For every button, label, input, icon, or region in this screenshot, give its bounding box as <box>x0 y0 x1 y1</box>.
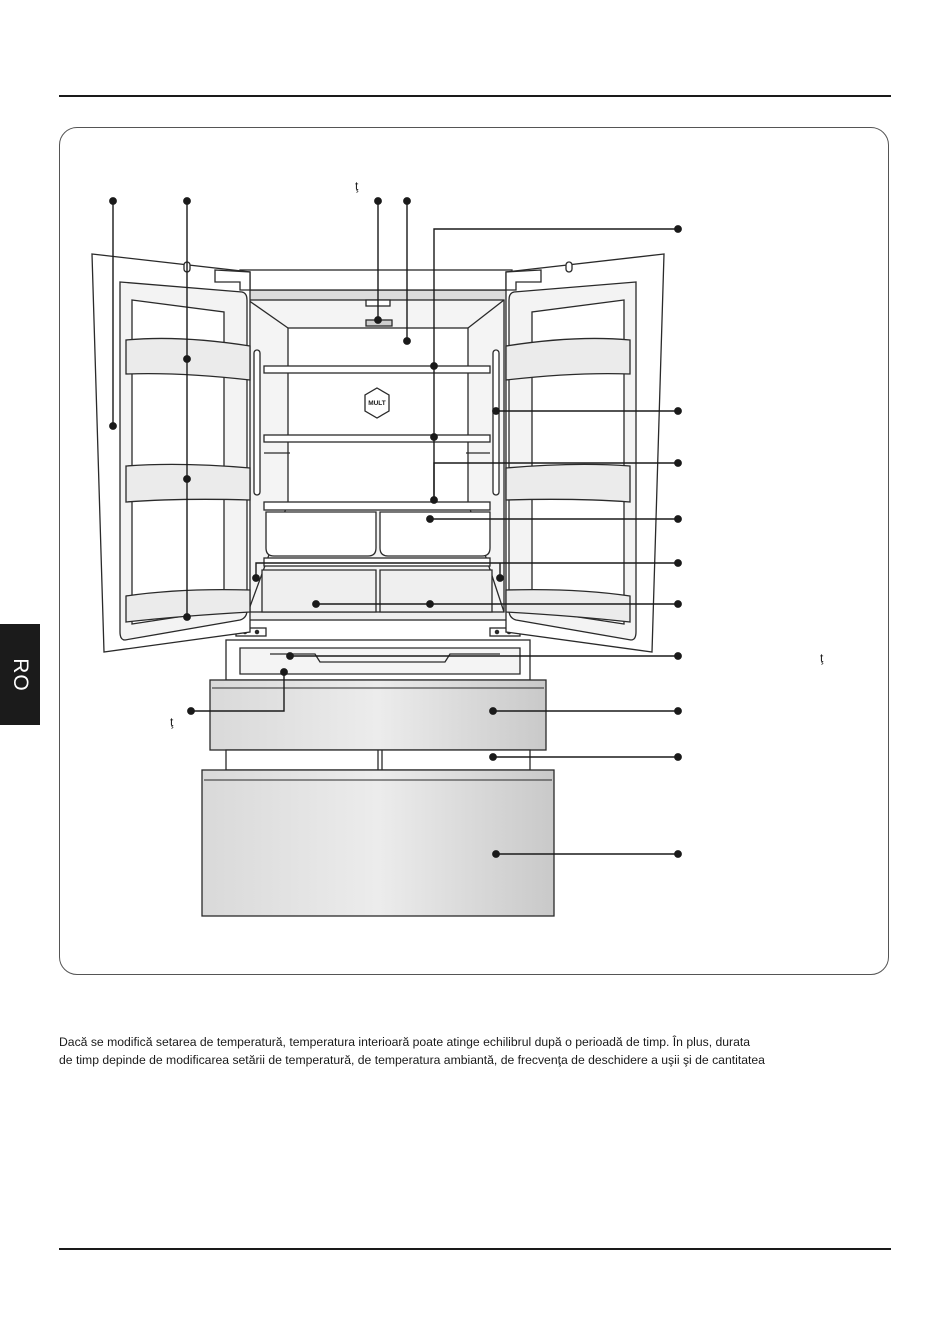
callout-dot <box>184 198 190 204</box>
callout-dot <box>281 669 287 675</box>
callout-dot <box>253 575 259 581</box>
language-tab-label: RO <box>9 657 32 692</box>
label-left-drawer: ţ <box>170 715 174 729</box>
label-right-lower-drawer: ţ <box>820 651 824 665</box>
callout-dot <box>431 363 437 369</box>
callout-dot <box>188 708 194 714</box>
callout-dot <box>431 434 437 440</box>
body-line-2: de timp depinde de modificarea setării de temperatură, de temperatura ambiantă, de frecvenţa de deschidere a uşii şi de cantitatea <box>59 1053 765 1067</box>
freezer-drawer <box>202 750 554 916</box>
body-line-1: Dacă se modifică setarea de temperatură, temperatura interioară poate atinge echilibrul după o perioadă de timp. În plus, durata <box>59 1035 751 1049</box>
callout-dot <box>110 198 116 204</box>
right-door <box>506 254 664 652</box>
callout-dot <box>184 476 190 482</box>
callout-dot <box>675 408 681 414</box>
callout-dot <box>184 356 190 362</box>
callout-dot <box>675 601 681 607</box>
left-door <box>92 254 250 652</box>
bottom-rule <box>59 1248 891 1250</box>
callout-dot <box>493 408 499 414</box>
callout-dot <box>375 317 381 323</box>
label-top-center: ţ <box>355 179 359 193</box>
callout-dot <box>675 226 681 232</box>
fridge-cabinet <box>236 270 520 636</box>
callout-dot <box>404 198 410 204</box>
callout-dot <box>184 614 190 620</box>
callout-dot <box>427 601 433 607</box>
callout-dot <box>375 198 381 204</box>
callout-dot <box>427 516 433 522</box>
callout-dot <box>497 575 503 581</box>
callout-dot <box>675 460 681 466</box>
body-paragraph <box>59 1033 899 1069</box>
callout-dot <box>490 754 496 760</box>
callout-dot <box>675 516 681 522</box>
callout-dot <box>110 423 116 429</box>
callout-dot <box>675 708 681 714</box>
callout-dot <box>287 653 293 659</box>
callout-dot <box>675 653 681 659</box>
badge-text: MULT <box>368 400 386 407</box>
callout-dot <box>493 851 499 857</box>
callout-dot <box>675 560 681 566</box>
callout-dot <box>313 601 319 607</box>
callout-dot <box>404 338 410 344</box>
multi-airflow-badge <box>365 388 389 418</box>
callout-dot <box>675 754 681 760</box>
callout-dot <box>675 851 681 857</box>
callout-dot <box>490 708 496 714</box>
